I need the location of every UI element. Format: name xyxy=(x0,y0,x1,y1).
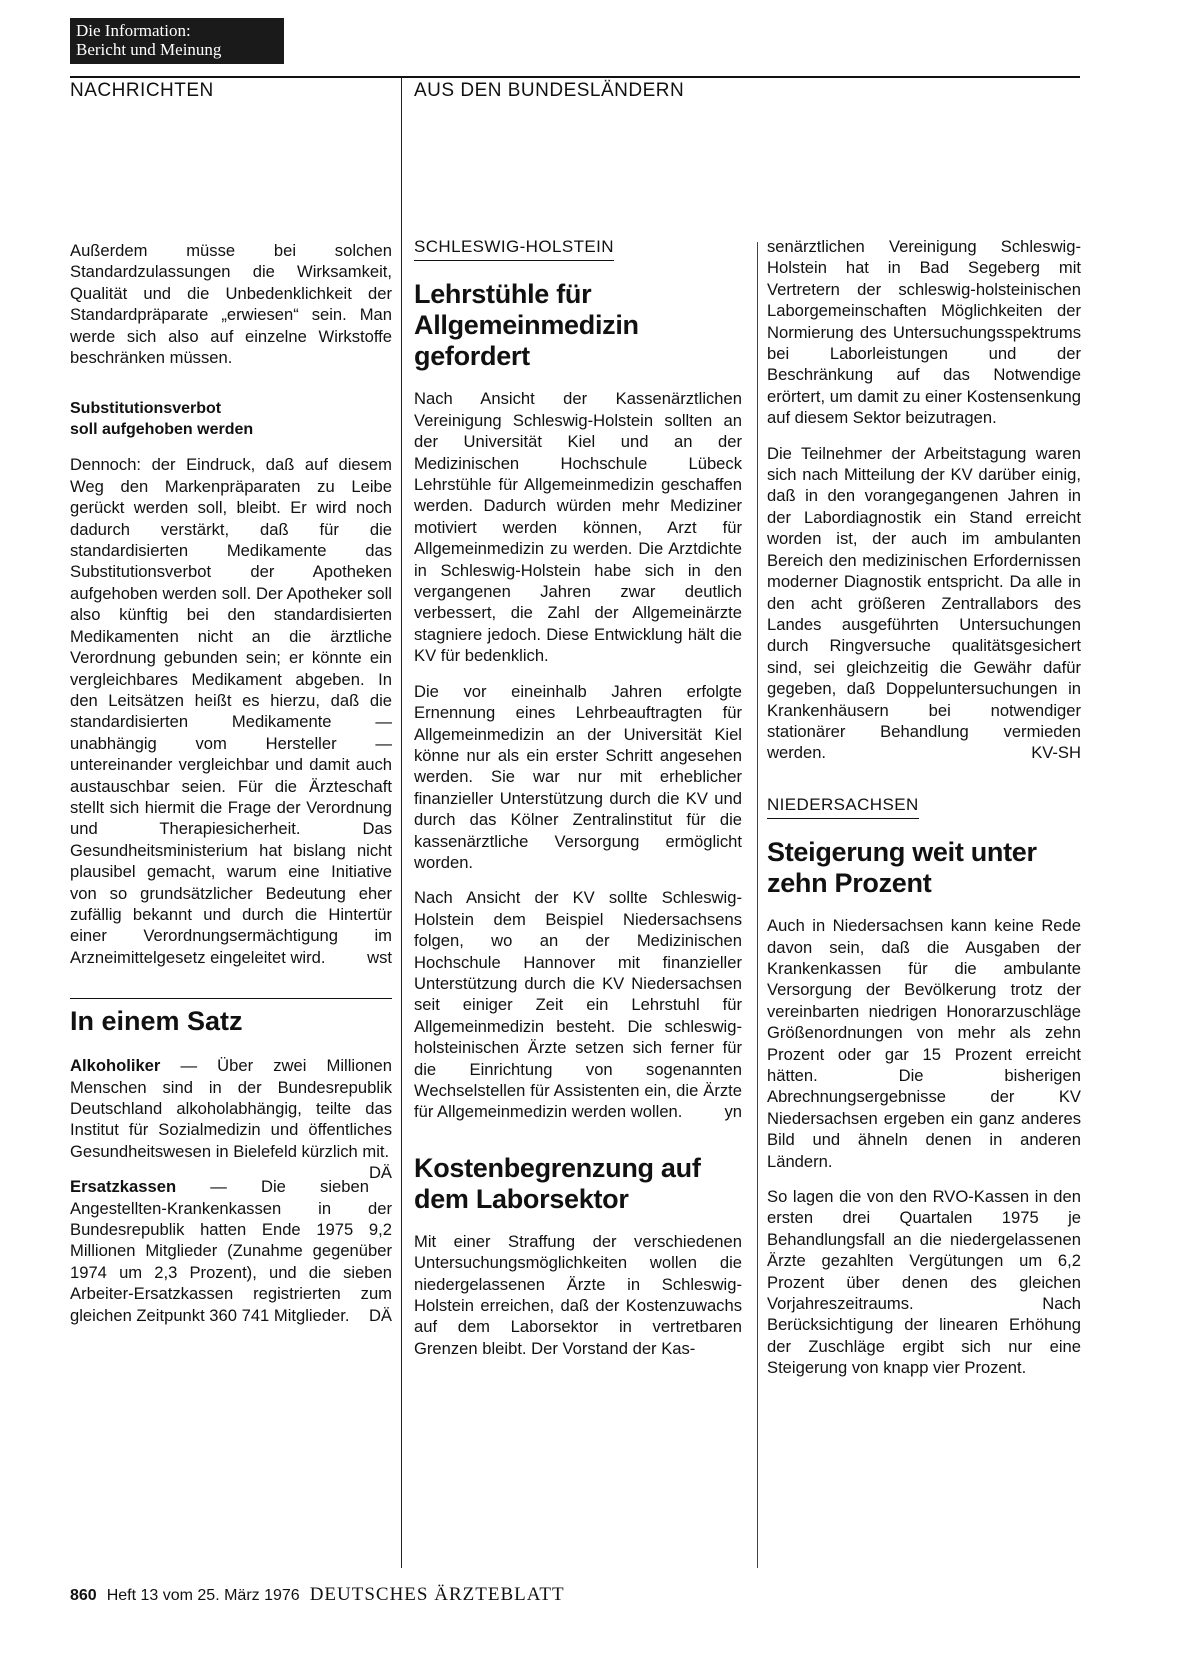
magazine-name: DEUTSCHES ÄRZTEBLATT xyxy=(309,1584,565,1605)
article-paragraph: So lagen die von den RVO-Kassen in den ersten drei Quartalen 1975 je Behandlungsfall an die niedergelassenen Ärzte gezahlten Vergütungen um 6,2 Prozent über denen des gleichen Vorjahreszeitraums. Nach Berücksichtigung der linearen Erhöhung der Zuschläge ergibt sich nur eine Steigerung von knapp vier Prozent. xyxy=(767,1187,1081,1378)
brief-item-label: Ersatzkassen xyxy=(70,1177,177,1197)
article-paragraph xyxy=(767,443,1081,764)
brief-item-alcohol xyxy=(70,1055,392,1183)
rubric-line-1: Die Information: xyxy=(76,21,191,40)
subheading-line-2: soll aufgehoben werden xyxy=(70,421,254,439)
author-signature: wst xyxy=(367,947,392,967)
column-divider xyxy=(757,242,758,1568)
intro-paragraph: Außerdem müsse bei solchen Standardzulassungen die Wirksamkeit, Qualität und die Unbedenklichkeit der Standardpräparate „erwiesen“ sein. Man werde sich also auf einzelne Wirkstoffe beschränken müssen. xyxy=(70,241,392,368)
article-paragraph: Die vor eineinhalb Jahren erfolgte Ernennung eines Lehrbeauftragten für Allgemeinmedizin an der Universität Kiel könne nur als ein erster Schritt angesehen werden. Sie war nur mit erheblicher finanzieller Unterstützung durch die KV und durch das Kölner Zentralinstitut für die kassenärztliche Versorgung ermöglicht worden. xyxy=(414,681,742,872)
region-label-schleswig-holstein: SCHLESWIG-HOLSTEIN xyxy=(414,236,614,261)
brief-item-label: Alkoholiker xyxy=(70,1056,161,1076)
section-heading-left: NACHRICHTEN xyxy=(70,80,214,101)
author-signature: KV-SH xyxy=(1031,743,1081,763)
section-heading-right: AUS DEN BUNDESLÄNDERN xyxy=(414,80,685,101)
article-paragraph xyxy=(414,887,742,1122)
rubric-line-2: Bericht und Meinung xyxy=(76,40,222,59)
article-paragraph: Nach Ansicht der Kassenärztlichen Vereinigung Schleswig-Holstein sollten an der Universität Kiel und an der Medizinischen Hochschule Lübeck Lehrstühle für Allgemeinmedizin geschaffen werden. Dadurch würden mehr Mediziner motiviert werden können, Arzt für Allgemeinmedizin zu werden. Die Arztdichte in Schleswig-Holstein habe sich in den vergangenen Jahren zwar deutlich verbessert, die Zahl der Allgemeinärzte stagniere jedoch. Diese Entwicklung hält die KV für bedenklich. xyxy=(414,389,742,666)
article-paragraph: Mit einer Straffung der verschiedenen Untersuchungsmöglichkeiten wollen die niedergelassenen Ärzte in Schleswig-Holstein erreichen, daß der Kostenzuwachs auf dem Laborsektor in vertretbaren Grenzen bleibt. Der Vorstand der Kas- xyxy=(414,1231,742,1358)
brief-item-ersatzkassen xyxy=(70,1176,392,1326)
headline-steigerung: Steigerung weit unter zehn Prozent xyxy=(767,837,1037,899)
subheading xyxy=(70,398,392,440)
in-brief-rule xyxy=(70,998,392,999)
page-number: 860 xyxy=(70,1587,97,1604)
region-label-niedersachsen: NIEDERSACHSEN xyxy=(767,794,919,819)
brief-item-signature: DÄ xyxy=(368,1163,392,1183)
brief-item-signature: DÄ xyxy=(368,1305,392,1325)
subheading-line-1: Substitutionsverbot xyxy=(70,400,222,418)
page-footer xyxy=(70,1584,565,1606)
issue-info: Heft 13 vom 25. März 1976 xyxy=(106,1587,300,1604)
right-column xyxy=(767,236,1081,1379)
body-paragraph xyxy=(70,454,392,968)
headline-kostenbegrenzung: Kostenbegrenzung auf dem Laborsektor xyxy=(414,1152,701,1214)
article-paragraph: senärztlichen Vereinigung Schleswig-Holstein hat in Bad Segeberg mit Vertretern der schleswig-holsteinischen Laborgemeinschaften Möglichkeiten der Normierung des Untersuchungsspektrums bei Laborleistungen und der Beschränkung auf das Notwendige erörtert, um damit zu einer Kostensenkung auf diesem Sektor beizutragen. xyxy=(767,237,1081,428)
top-rule xyxy=(70,76,1080,78)
in-brief-title: In einem Satz xyxy=(70,1006,243,1037)
article-text: Nach Ansicht der KV sollte Schleswig-Holstein dem Beispiel Niedersachsens folgen, wo an der Medizinischen Hochschule Hannover mit finanzieller Unterstützung durch die KV Niedersachsen seit einiger Zeit ein Lehrstuhl für Allgemeinmedizin besteht. Die schleswig-holsteinischen Ärzte setzen sich ferner für die Einrichtung von sogenannten Wechselstellen für Assistenten ein, die Ärzte für Allgemeinmedizin werden wollen. xyxy=(414,888,742,1122)
article-paragraph: Auch in Niedersachsen kann keine Rede davon sein, daß die Ausgaben der Krankenkassen für die ambulante Versorgung der Bevölkerung trotz der vereinbarten niedrigen Honorarzuschläge Größenordnungen von mehr als zehn Prozent oder gar 15 Prozent erreicht hätten. Die bisherigen Abrechnungsergebnisse der KV Niedersachsen ergeben ein ganz anderes Bild und ähneln denen in anderen Ländern. xyxy=(767,916,1081,1171)
left-column xyxy=(70,240,392,1326)
body-text: Dennoch: der Eindruck, daß auf diesem Weg den Markenpräparaten zu Leibe gerückt werden soll, bleibt. Er wird noch dadurch verstärkt, daß für die standardisierten Medikamente das Substitutionsverbot der Apotheken aufgehoben werden soll. Der Apotheker soll also künftig bei den standardisierten Medikamenten nicht an die ärztliche Verordnung gebunden sein; er könnte ein vergleichbares Medikament abgeben. In den Leitsätzen heißt es hierzu, daß die standardisierten Medikamente — unabhängig vom Hersteller — untereinander vergleichbar und damit auch austauschbar seien. Für die Ärzteschaft stellt sich hiermit die Frage der Verordnung und Therapiesicherheit. Das Gesundheitsministerium hat bislang nicht plausibel gemacht, warum eine Initiative von so grundsätzlicher Bedeutung eher zufällig bekannt und durch die Hintertür einer Verordnungsermächtigung im Arzneimittelgesetz eingeleitet wird. xyxy=(70,455,392,967)
author-signature: yn xyxy=(724,1102,742,1122)
article-text: Die Teilnehmer der Arbeitstagung waren sich nach Mitteilung der KV darüber einig, daß in den vorangegangenen Jahren in der Labordiagnostik ein Stand erreicht worden ist, der auch im ambulanten Bereich den medizinischen Erfordernissen moderner Diagnostik entspricht. Da alle in den acht größeren Zentrallabors des Landes ausgeführten Untersuchungen durch Ringversuche qualitätsgesichert sind, sei gleichzeitig die Gewähr dafür gegeben, daß Doppeluntersuchungen in Krankenhäusern bei notwendiger stationärer Behandlung vermieden werden. xyxy=(767,443,1081,763)
brief-item-text: — Über zwei Millionen Menschen sind in der Bundesrepublik Deutschland alkoholabhängig, teilte das Institut für Sozialmedizin und öffentliches Gesundheitswesen in Bielefeld kürzlich mit. xyxy=(70,1056,392,1161)
section-divider xyxy=(401,78,402,1568)
middle-column xyxy=(414,236,742,1359)
rubric-badge xyxy=(70,18,284,64)
headline-lehrstuehle: Lehrstühle für Allgemeinmedizin gefordert xyxy=(414,279,639,372)
brief-item-text: — Die sieben Angestellten-Krankenkassen in der Bundesrepublik hatten Ende 1975 9,2 Millionen Mitglieder (Zunahme gegenüber 1974 um 2,3 Prozent), und die sieben Arbeiter-Ersatzkassen registrierten zum gleichen Zeitpunkt 360 741 Mitglieder. xyxy=(70,1177,392,1325)
